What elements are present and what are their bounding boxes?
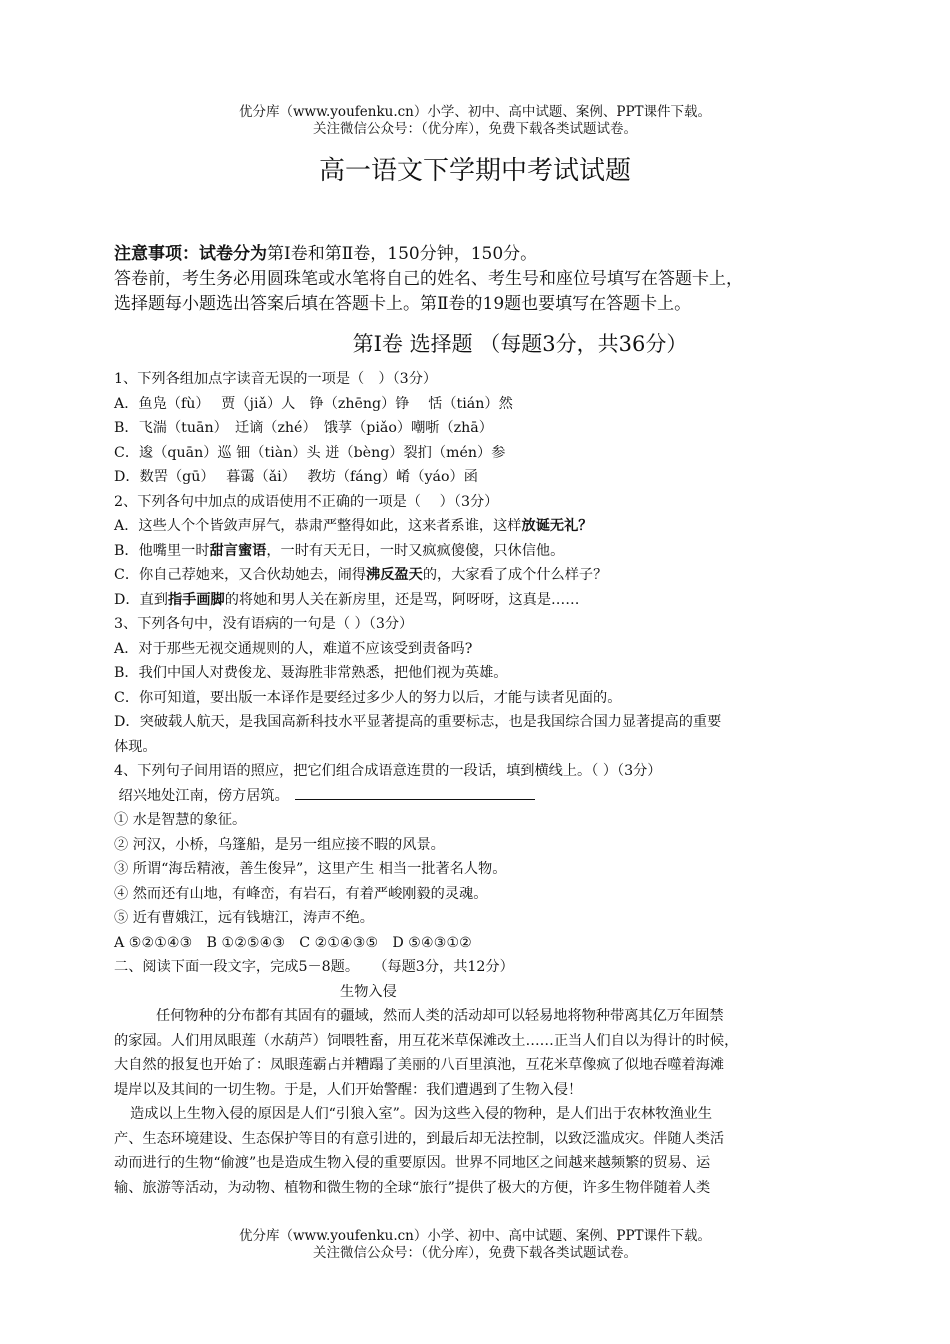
q2-c-idiom: 沸反盈天 xyxy=(366,567,423,583)
passage-title: 生物入侵 xyxy=(340,983,397,1000)
notice-line-2: 答卷前，考生务必用圆珠笔或水笔将自己的姓名、考生号和座位号填写在答题卡上， xyxy=(114,269,743,289)
q2-d-idiom: 指手画脚 xyxy=(167,591,225,608)
notice-label: 注意事项：试卷分为 xyxy=(114,244,267,264)
q4-answer-blank[interactable] xyxy=(295,785,535,800)
passage-p1-line3: 大自然的报复也开始了：凤眼莲霸占并糟蹋了美丽的八百里滇池，互花米草像疯了似地吞噬着海滩 xyxy=(114,1057,725,1073)
q1-option-b: B．飞湍（tuān） 迁谪（zhé） 饿莩（piǎo）嘲哳（zhā） xyxy=(114,420,493,436)
q2-option-a xyxy=(114,514,854,539)
q4-lead-text: 绍兴地处江南，傍方居筑。 xyxy=(118,787,289,804)
footer-line-1: 优分库（www.youfenku.cn）小学、初中、高中试题、案例、PPT课件下载。 xyxy=(238,1228,712,1244)
header-line-2: 关注微信公众号：（优分库），免费下载各类试题试卷。 xyxy=(313,121,637,137)
q2-a-text: A．这些人个个皆敛声屏气，恭肃严整得如此，这来者系谁，这样 xyxy=(114,518,522,534)
q2-c-rest: 的，大家看了成个什么样子？ xyxy=(422,567,608,583)
q4-item-5: ⑤ 近有曹娥江，远有钱塘江，涛声不绝。 xyxy=(114,910,374,926)
q4-item-4: ④ 然而还有山地，有峰峦，有岩石，有着严峻刚毅的灵魂。 xyxy=(114,885,488,902)
q4-item-1: ① 水是智慧的象征。 xyxy=(114,812,247,828)
q2-option-b xyxy=(114,539,854,564)
q3-option-a: A．对于那些无视交通规则的人，难道不应该受到责备吗? xyxy=(114,640,473,657)
question-body xyxy=(114,367,854,1200)
footer-line-2: 关注微信公众号：（优分库），免费下载各类试题试卷。 xyxy=(313,1245,637,1261)
q1-option-c: C．逡（quān）巡 钿（tiàn）头 迸（bèng）裂扪（mén）参 xyxy=(114,444,506,461)
q2-a-idiom: 放诞无礼？ xyxy=(521,518,593,534)
q2-b-idiom: 甜言蜜语 xyxy=(209,542,267,559)
notice-line-3: 选择题每小题选出答案后填在答题卡上。第Ⅱ卷的19题也要填写在答题卡上。 xyxy=(114,294,692,314)
q3-option-b: B．我们中国人对费俊龙、聂海胜非常熟悉，把他们视为英雄。 xyxy=(114,665,508,681)
q2-c-text: C．你自己荐她来，又合伙劫她去，闹得 xyxy=(114,567,367,583)
q4-stem: 4、下列句子间用语的照应，把它们组合成语意连贯的一段话，填到横线上。（ ）（3分） xyxy=(114,763,662,779)
q2-b-text: B．他嘴里一时 xyxy=(114,542,210,559)
part2-stem: 二、阅读下面一段文字，完成5－8题。 （每题3分，共12分） xyxy=(114,959,514,975)
passage-p2-line2: 产、生态环境建设、生态保护等目的有意引进的，到最后却无法控制，以致泛滥成灾。伴随人类活 xyxy=(114,1130,725,1147)
q2-stem: 2、下列各句中加点的成语使用不正确的一项是（ ）（3分） xyxy=(114,493,499,510)
page-title: 高一语文下学期中考试试题 xyxy=(318,156,631,186)
page-header xyxy=(0,104,950,138)
page-footer xyxy=(0,1228,950,1262)
q3-option-c: C．你可知道，要出版一本译作是要经过多少人的努力以后，才能与读者见面的。 xyxy=(114,689,622,706)
passage-p2-line3: 动而进行的生物“偷渡”也是造成生物入侵的重要原因。世界不同地区之间越来越频繁的贸易、运 xyxy=(114,1155,711,1171)
q1-stem: 1、下列各组加点字读音无误的一项是（ ）（3分） xyxy=(114,371,438,387)
passage-p1-line4: 堤岸以及其间的一切生物。于是，人们开始警醒：我们遭遇到了生物入侵！ xyxy=(114,1081,583,1098)
notice-line-1: 第Ⅰ卷和第Ⅱ卷，150分钟，150分。 xyxy=(267,244,538,264)
q4-options: A ⑤②①④③ B ①②⑤④③ C ②①④③⑤ D ⑤④③①② xyxy=(114,934,472,951)
q3-option-d-line2: 体现。 xyxy=(114,738,157,755)
passage-p2-line1: 造成以上生物入侵的原因是人们“引狼入室”。因为这些入侵的物种，是人们出于农林牧渔业生 xyxy=(130,1106,713,1122)
q4-item-3: ③ 所谓“海岳精液，善生俊异”，这里产生 相当一批著名人物。 xyxy=(114,861,507,877)
q1-option-d: D．数罟（gū） 暮霭（ǎi） 教坊（fáng）崤（yáo）函 xyxy=(114,469,478,485)
q2-d-text: D．直到 xyxy=(114,591,168,608)
q4-item-2: ② 河汉，小桥，乌篷船，是另一组应接不暇的风景。 xyxy=(114,836,445,853)
q1-option-a: A．鱼凫（fù） 贾（jiǎ）人 铮（zhēng）铮 恬（tián）然 xyxy=(114,395,513,412)
q2-option-c xyxy=(114,563,854,588)
header-line-1: 优分库（www.youfenku.cn）小学、初中、高中试题、案例、PPT课件下载。 xyxy=(238,104,712,120)
q4-lead xyxy=(114,784,854,809)
passage-p1-line1: 任何物种的分布都有其固有的疆域，然而人类的活动却可以轻易地将物种带离其亿万年囿禁 xyxy=(156,1008,724,1024)
q2-option-d xyxy=(114,588,854,613)
passage-p2-line4: 输、旅游等活动，为动物、植物和微生物的全球“旅行”提供了极大的方便，许多生物伴随着人类 xyxy=(114,1179,711,1196)
q2-d-rest: 的将她和男人关在新房里，还是骂，阿呀呀，这真是…… xyxy=(224,591,580,608)
q2-b-rest: ，一时有天无日，一时又疯疯傻傻，只休信他。 xyxy=(266,542,565,559)
q3-option-d-line1: D．突破载人航天，是我国高新科技水平显著提高的重要标志，也是我国综合国力显著提高的重要 xyxy=(114,714,722,730)
section-heading: 第Ⅰ卷 选择题 （每题3分，共36分） xyxy=(352,332,688,356)
q3-stem: 3、下列各句中，没有语病的一句是（ ）（3分） xyxy=(114,616,414,632)
passage-p1-line2: 的家园。人们用凤眼莲（水葫芦）饲喂牲畜，用互花米草保滩改土……正当人们自以为得计的时候， xyxy=(114,1032,739,1049)
notice-block xyxy=(114,242,854,317)
